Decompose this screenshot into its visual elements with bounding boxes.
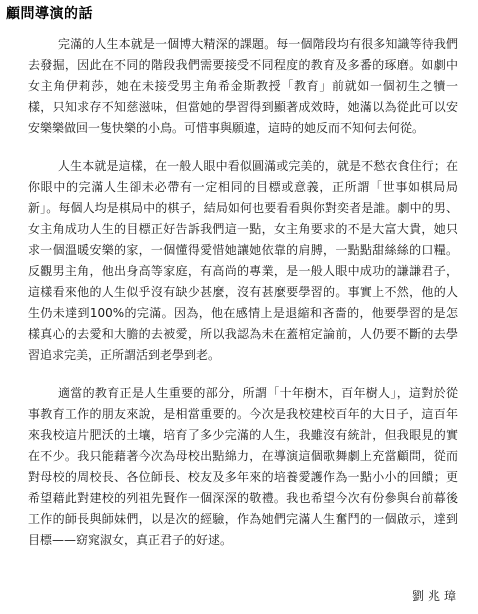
page-title: 顧問導演的話	[6, 6, 93, 22]
paragraph-3: 適當的教育正是人生重要的部分，所謂「十年樹木，百年樹人」，這對於從事教育工作的朋友來說，是相當重要的。今次是我校建校百年的大日子，這百年來我校這片肥沃的土壤，培育了多少完滿的人生，我雖沒有統計，但我眼見的實在不少。我只能藉著今次為母校出點綿力，在導演這個歌舞劇上充當顧問，從而對母校的周校長、各位師長、校友及多年來的培養愛護作為一點小小的回饋；更希望藉此對建校的列祖先賢作一個深深的敬禮。我也希望今次有份參與台前幕後工作的師長與師妹們，以是次的經驗，作為她們完滿人生奮鬥的一個啟示，達到目標——窈窕淑女，真正君子的好逑。	[28, 386, 458, 547]
author-signature: 劉兆璋	[411, 589, 460, 603]
paragraph-1: 完滿的人生本就是一個博大精深的課題。每一個階段均有很多知識等待我們去發掘，因此在不同的階段我們需要接受不同程度的教育及多番的琢磨。如劇中女主角伊莉莎，她在未接受男主角希金斯教授「教育」前就如一個初生之犢一樣，只知求存不知慈滋味，但當她的學習得到顯著成效時，她滿以為從此可以安安樂樂做回一隻快樂的小鳥。可惜事與願違，這時的她反而不知何去何從。	[28, 37, 458, 135]
body-text	[28, 34, 458, 568]
paragraph-2: 人生本就是這樣，在一般人眼中看似圓滿或完美的，就是不愁衣食住行；在你眼中的完滿人生卻未必帶有一定相同的目標或意義，正所謂「世事如棋局局新」。每個人均是棋局中的棋子，結局如何也要看看與你對奕者是誰。劇中的男、女主角成功人生的目標正好告訴我們這一點，女主角要求的不是大富大貴，她只求一個溫暖安樂的家，一個懂得愛惜她讓她依靠的肩膊，一點點甜絲絲的口糧。反觀男主角，他出身高等家庭，有高尚的專業，是一般人眼中成功的謙謙君子，這樣看來他的人生似乎沒有缺少甚麼，沒有甚麼要學習的。事實上不然，他的人生仍未達到100%的完滿。因為，他在感情上是退縮和吝嗇的，他要學習的是怎樣真心的去愛和大膽的去被愛，所以我認為未在蓋棺定論前，人仍要不斷的去學習追求完美，正所謂活到老學到老。	[28, 159, 458, 362]
